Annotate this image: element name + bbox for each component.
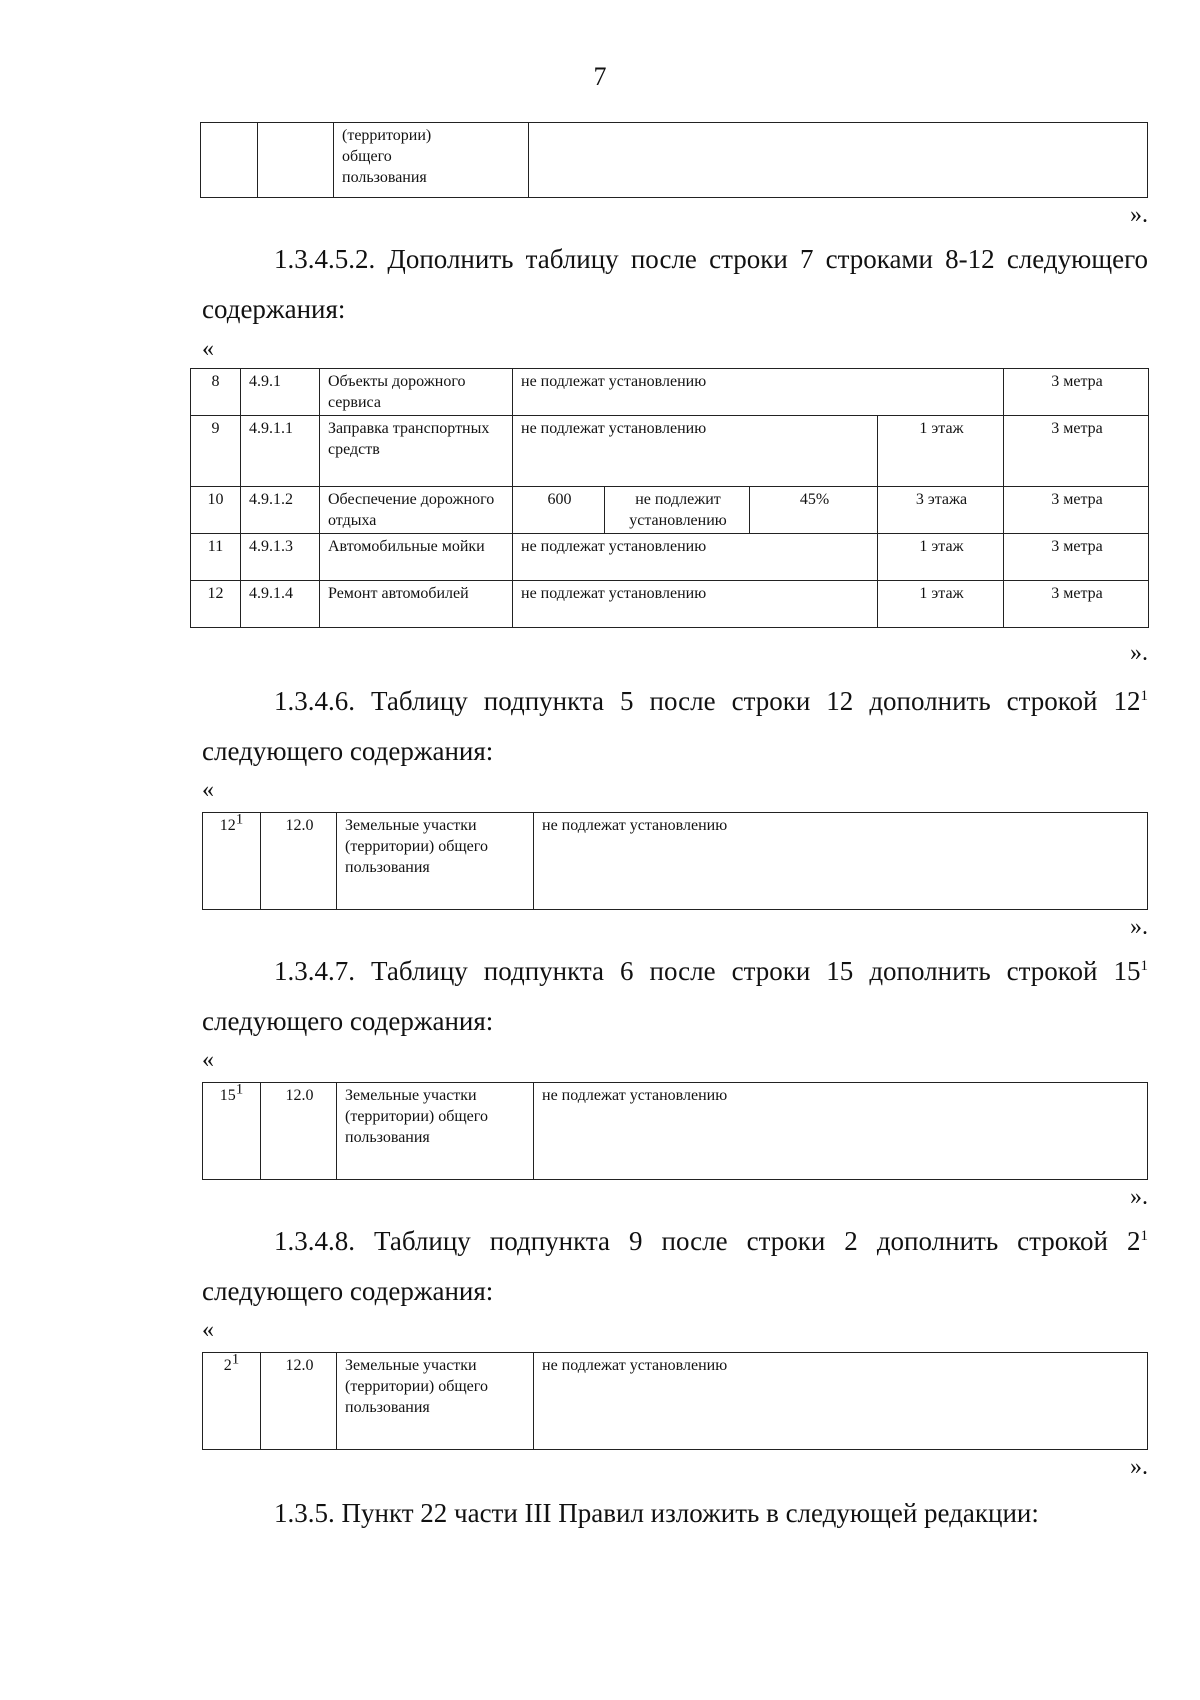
paragraph-line: 1.3.4.7. Таблицу подпункта 6 после строки 15 дополнить строкой $15^1$ (274, 956, 1148, 986)
insert-row-table (202, 1082, 1148, 1180)
code-cell: 4.9.1 (241, 369, 320, 416)
value-cell: не подлежат установлению (513, 416, 878, 487)
insert-row-table (202, 812, 1148, 910)
code-cell: 4.9.1.3 (241, 534, 320, 581)
row-number: 11 (191, 534, 241, 581)
row-number: 8 (191, 369, 241, 416)
floors-cell: 1 этаж (878, 581, 1004, 628)
floors-cell: 3 этажа (878, 487, 1004, 534)
setback-cell: 3 метра (1004, 416, 1149, 487)
paragraph-1-3-4-6 (202, 676, 1148, 776)
code-cell: 4.9.1.1 (241, 416, 320, 487)
table-row (191, 534, 1149, 581)
table-row (203, 1353, 1148, 1450)
closing-quote: ». (1130, 640, 1148, 666)
paragraph-line: следующего содержания: (202, 1006, 494, 1036)
continuation-table (200, 122, 1148, 198)
code-cell: 12.0 (261, 813, 337, 910)
name-cell: Земельные участки (территории) общего пользования (337, 1353, 534, 1450)
opening-quote: « (202, 1317, 214, 1343)
insert-row-table (202, 1352, 1148, 1450)
paragraph-line: 1.3.5. Пункт 22 части III Правил изложить в следующей редакции: (274, 1498, 1039, 1528)
closing-quote: ». (1130, 202, 1148, 228)
code-cell: 4.9.1.4 (241, 581, 320, 628)
road-service-table (190, 368, 1149, 628)
area-cell: 600 (513, 487, 605, 534)
name-cell: Ремонт автомобилей (320, 581, 513, 628)
row-number: 12 (191, 581, 241, 628)
setback-cell: 3 метра (1004, 487, 1149, 534)
table-row (191, 487, 1149, 534)
table-row (203, 1083, 1148, 1180)
max-area-cell: не подлежит установлению (605, 487, 750, 534)
closing-quote: ». (1130, 1184, 1148, 1210)
code-cell: 12.0 (261, 1083, 337, 1180)
row-number: $2^1$ (203, 1353, 261, 1450)
table-cell (529, 123, 1148, 198)
opening-quote: « (202, 336, 214, 362)
setback-cell: 3 метра (1004, 534, 1149, 581)
paragraph-line: содержания: (202, 294, 346, 324)
floors-cell: 1 этаж (878, 534, 1004, 581)
name-cell: Автомобильные мойки (320, 534, 513, 581)
name-cell: Земельные участки (территории) общего пользования (337, 813, 534, 910)
table-cell: (территории) общего пользования (334, 123, 529, 198)
paragraph-line: 1.3.4.6. Таблицу подпункта 5 после строки 12 дополнить строкой $12^1$ (274, 686, 1148, 716)
opening-quote: « (202, 1047, 214, 1073)
table-row (203, 813, 1148, 910)
paragraph-line: 1.3.4.5.2. Дополнить таблицу после строки 7 строками 8-12 следующего (274, 244, 1148, 274)
paragraph-line: 1.3.4.8. Таблицу подпункта 9 после строки 2 дополнить строкой $2^1$ (274, 1226, 1148, 1256)
closing-quote: ». (1130, 1454, 1148, 1480)
setback-cell: 3 метра (1004, 581, 1149, 628)
table-row (201, 123, 1148, 198)
value-cell: не подлежат установлению (513, 369, 1004, 416)
name-cell: Земельные участки (территории) общего пользования (337, 1083, 534, 1180)
row-number: 10 (191, 487, 241, 534)
code-cell: 4.9.1.2 (241, 487, 320, 534)
value-cell: не подлежат установлению (513, 581, 878, 628)
closing-quote: ». (1130, 914, 1148, 940)
table-cell (258, 123, 334, 198)
paragraph-1-3-4-5-2 (202, 234, 1148, 334)
code-cell: 12.0 (261, 1353, 337, 1450)
value-cell: не подлежат установлению (534, 1083, 1148, 1180)
percent-cell: 45% (750, 487, 878, 534)
setback-cell: 3 метра (1004, 369, 1149, 416)
table-row (191, 581, 1149, 628)
name-cell: Объекты дорожного сервиса (320, 369, 513, 416)
paragraph-1-3-4-8 (202, 1216, 1148, 1316)
table-row (191, 416, 1149, 487)
opening-quote: « (202, 777, 214, 803)
value-cell: не подлежат установлению (513, 534, 878, 581)
paragraph-line: следующего содержания: (202, 1276, 494, 1306)
page-number: 7 (593, 62, 607, 91)
row-number: 9 (191, 416, 241, 487)
row-number: $15^1$ (203, 1083, 261, 1180)
value-cell: не подлежат установлению (534, 813, 1148, 910)
value-cell: не подлежат установлению (534, 1353, 1148, 1450)
table-row (191, 369, 1149, 416)
paragraph-line: следующего содержания: (202, 736, 494, 766)
paragraph-1-3-4-7 (202, 946, 1148, 1046)
floors-cell: 1 этаж (878, 416, 1004, 487)
paragraph-1-3-5 (202, 1488, 1148, 1538)
name-cell: Заправка транспортных средств (320, 416, 513, 487)
row-number: $12^1$ (203, 813, 261, 910)
name-cell: Обеспечение дорожного отдыха (320, 487, 513, 534)
table-cell (201, 123, 258, 198)
